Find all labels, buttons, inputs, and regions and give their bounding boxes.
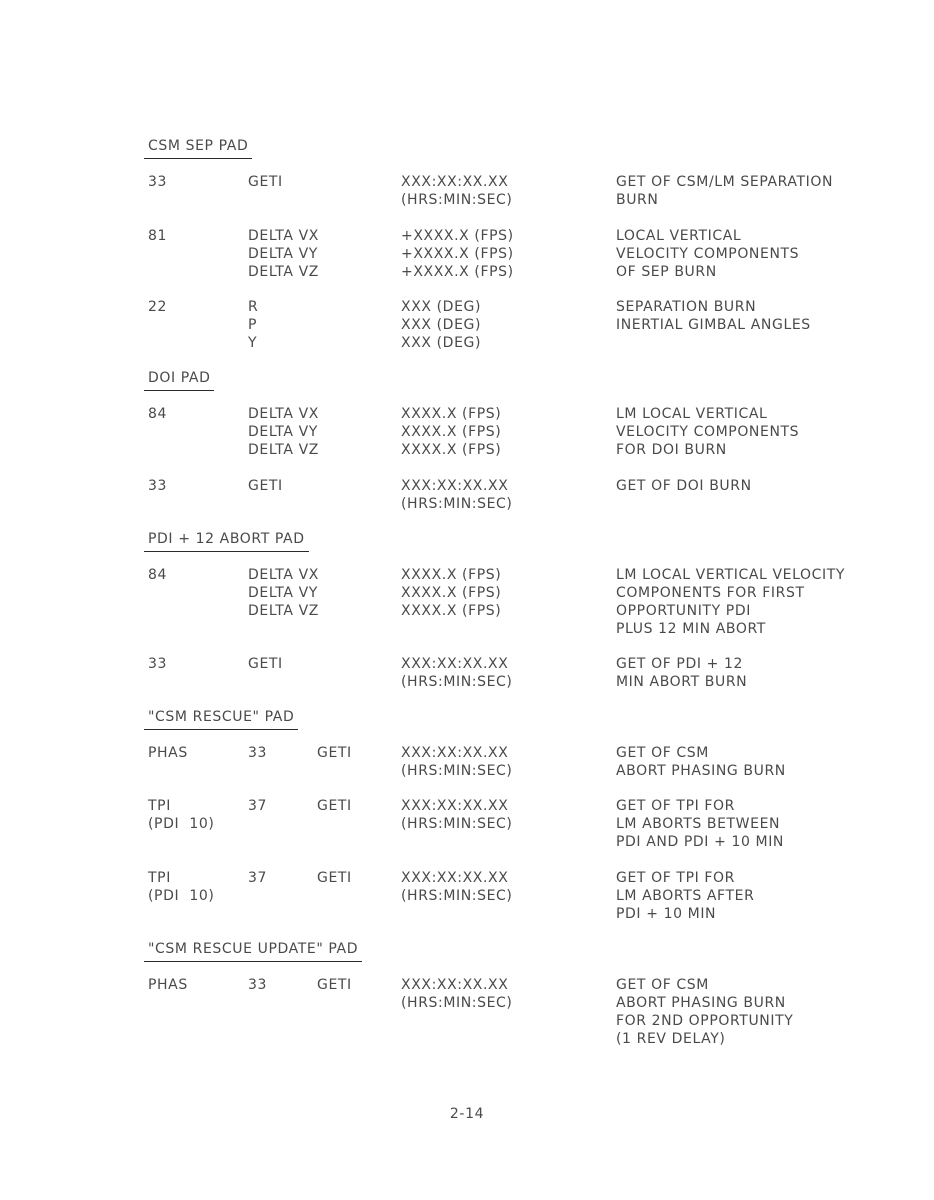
description-cell: SEPARATION BURN INERTIAL GIMBAL ANGLES [616, 299, 811, 333]
label-cell: GETI [248, 174, 283, 190]
title-underline [144, 961, 362, 962]
code-cell: PHAS [148, 745, 188, 761]
description-cell: LM LOCAL VERTICAL VELOCITY COMPONENTS FOR DOI BURN [616, 406, 800, 458]
description-cell: GET OF DOI BURN [616, 478, 752, 494]
title-underline [144, 390, 214, 391]
format-cell: XXX (DEG) XXX (DEG) XXX (DEG) [401, 299, 482, 351]
sub-label-cell: GETI [317, 745, 352, 761]
label-cell: 33 [248, 977, 268, 993]
description-cell: GET OF CSM ABORT PHASING BURN [616, 745, 786, 779]
description-cell: GET OF TPI FOR LM ABORTS BETWEEN PDI AND PDI + 10 MIN [616, 798, 785, 850]
description-cell: LOCAL VERTICAL VELOCITY COMPONENTS OF SEP BURN [616, 228, 800, 280]
code-cell: 33 [148, 656, 168, 672]
section-title-text: PDI + 12 ABORT PAD [148, 531, 305, 547]
page-number: 2-14 [449, 1106, 485, 1122]
section-title-text: CSM SEP PAD [148, 138, 249, 154]
description-cell: GET OF PDI + 12 MIN ABORT BURN [616, 656, 748, 690]
format-cell: +XXXX.X (FPS) +XXXX.X (FPS) +XXXX.X (FPS) [401, 228, 514, 280]
format-cell: XXX:XX:XX.XX (HRS:MIN:SEC) [401, 174, 513, 208]
title-underline [144, 158, 252, 159]
format-cell: XXX:XX:XX.XX (HRS:MIN:SEC) [401, 798, 513, 832]
format-cell: XXXX.X (FPS) XXXX.X (FPS) XXXX.X (FPS) [401, 567, 502, 619]
code-cell: 33 [148, 174, 168, 190]
label-cell: 33 [248, 745, 268, 761]
code-cell: 84 [148, 406, 168, 422]
format-cell: XXXX.X (FPS) XXXX.X (FPS) XXXX.X (FPS) [401, 406, 502, 458]
section-title-pdi-12-abort-pad [148, 531, 305, 547]
label-cell: DELTA VX DELTA VY DELTA VZ [248, 567, 319, 619]
sub-label-cell: GETI [317, 798, 352, 814]
description-cell: GET OF CSM/LM SEPARATION BURN [616, 174, 834, 208]
label-cell: 37 [248, 870, 268, 886]
label-cell: R P Y [248, 299, 259, 351]
section-title-text: "CSM RESCUE" PAD [148, 709, 295, 725]
description-cell: GET OF CSM ABORT PHASING BURN FOR 2ND OPPORTUNITY (1 REV DELAY) [616, 977, 794, 1047]
code-cell: 33 [148, 478, 168, 494]
code-cell: 84 [148, 567, 168, 583]
title-underline [144, 729, 298, 730]
format-cell: XXX:XX:XX.XX (HRS:MIN:SEC) [401, 745, 513, 779]
description-cell: LM LOCAL VERTICAL VELOCITY COMPONENTS FOR FIRST OPPORTUNITY PDI PLUS 12 MIN ABORT [616, 567, 846, 637]
section-title-text: "CSM RESCUE UPDATE" PAD [148, 941, 359, 957]
label-cell: DELTA VX DELTA VY DELTA VZ [248, 228, 319, 280]
section-title-csm-rescue-pad [148, 709, 294, 725]
sub-label-cell: GETI [317, 870, 352, 886]
sub-label-cell: GETI [317, 977, 352, 993]
code-cell: 81 [148, 228, 168, 244]
label-cell: DELTA VX DELTA VY DELTA VZ [248, 406, 319, 458]
format-cell: XXX:XX:XX.XX (HRS:MIN:SEC) [401, 977, 513, 1011]
title-underline [144, 551, 309, 552]
code-cell: 22 [148, 299, 168, 315]
section-title-csm-rescue-update-pad [148, 941, 358, 957]
section-title-text: DOI PAD [148, 370, 211, 386]
label-cell: GETI [248, 478, 283, 494]
format-cell: XXX:XX:XX.XX (HRS:MIN:SEC) [401, 478, 513, 512]
section-title-csm-sep-pad [148, 138, 248, 154]
label-cell: 37 [248, 798, 268, 814]
code-cell: TPI (PDI 10) [148, 870, 215, 904]
section-title-doi-pad [148, 370, 210, 386]
format-cell: XXX:XX:XX.XX (HRS:MIN:SEC) [401, 656, 513, 690]
format-cell: XXX:XX:XX.XX (HRS:MIN:SEC) [401, 870, 513, 904]
description-cell: GET OF TPI FOR LM ABORTS AFTER PDI + 10 MIN [616, 870, 755, 922]
code-cell: PHAS [148, 977, 188, 993]
label-cell: GETI [248, 656, 283, 672]
code-cell: TPI (PDI 10) [148, 798, 215, 832]
